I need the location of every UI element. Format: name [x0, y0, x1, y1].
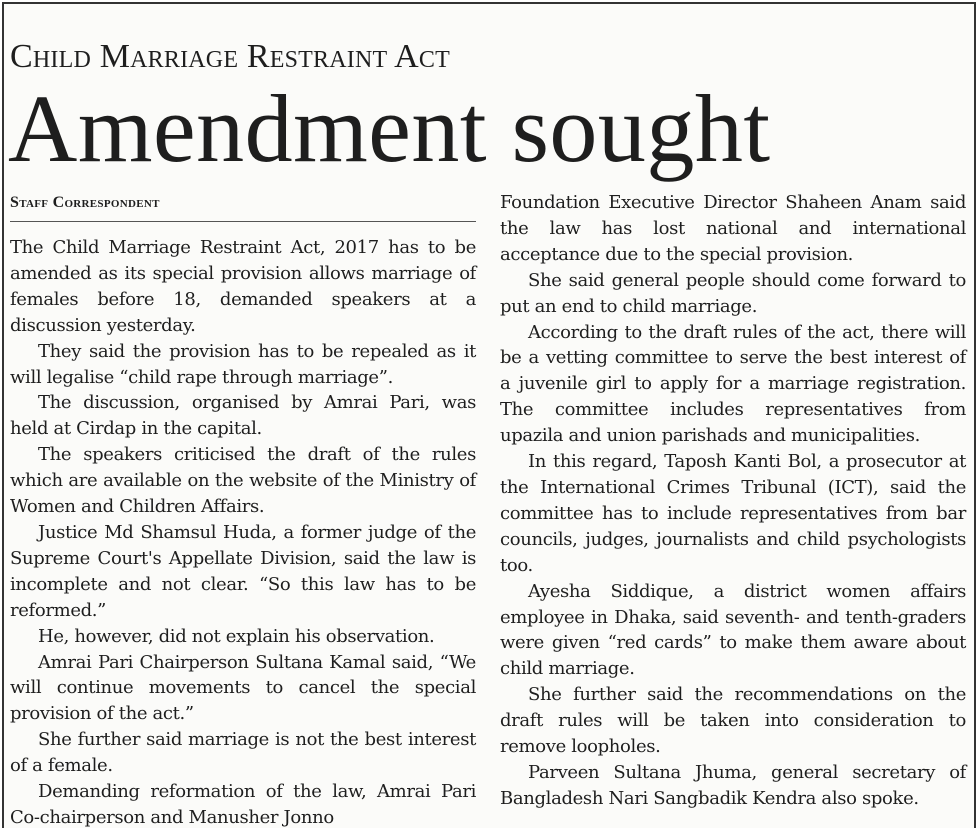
- newspaper-clipping: [2, 2, 976, 828]
- article-headline: Amendment sought: [8, 75, 771, 182]
- paragraph: The speakers criticised the draft of the rules which are available on the website of the Ministry of Women and Children Affairs.: [10, 444, 476, 518]
- paragraph: He, however, did not explain his observation.: [38, 625, 435, 647]
- paragraph: According to the draft rules of the act, there will be a vetting committee to serve the best interest of a juvenile girl to apply for a marriage registration. The committee includes representatives from upazila and union parishads and municipalities.: [500, 321, 966, 447]
- byline-rule: [10, 221, 476, 222]
- paragraph: The discussion, organised by Amrai Pari, was held at Cirdap in the capital.: [10, 392, 476, 440]
- article-byline: Staff Correspondent: [10, 194, 160, 211]
- paragraph: She said general people should come forward to put an end to child marriage.: [500, 269, 966, 317]
- article-column-left: [10, 235, 476, 831]
- paragraph: Demanding reformation of the law, Amrai Pari Co-chairperson and Manusher Jonno: [10, 781, 476, 828]
- paragraph: The Child Marriage Restraint Act, 2017 has to be amended as its special provision allows marriage of females before 18, demanded speakers at a discussion yesterday.: [10, 237, 476, 336]
- paragraph: Parveen Sultana Jhuma, general secretary of Bangladesh Nari Sangbadik Kendra also spoke.: [500, 761, 966, 809]
- paragraph: In this regard, Taposh Kanti Bol, a prosecutor at the International Crimes Tribunal (ICT), said the committee has to include representatives from bar councils, judges, journalists and child psychologists too.: [500, 451, 966, 576]
- paragraph: Ayesha Siddique, a district women affairs employee in Dhaka, said seventh- and tenth-graders were given “red cards” to make them aware about child marriage.: [500, 580, 966, 680]
- paragraph: She further said the recommendations on the draft rules will be taken into consideration to remove loopholes.: [500, 684, 966, 758]
- article-kicker: Child Marriage Restraint Act: [10, 38, 451, 75]
- paragraph: She further said marriage is not the best interest of a female.: [10, 729, 476, 777]
- paragraph: Amrai Pari Chairperson Sultana Kamal said, “We will continue movements to cancel the special provision of the act.”: [10, 651, 476, 725]
- paragraph: Justice Md Shamsul Huda, a former judge of the Supreme Court's Appellate Division, said the law is incomplete and not clear. “So this law has to be reformed.”: [10, 521, 476, 621]
- paragraph: Foundation Executive Director Shaheen Anam said the law has lost national and international acceptance due to the special provision.: [500, 192, 966, 265]
- article-column-right: [500, 190, 966, 812]
- paragraph: They said the provision has to be repealed as it will legalise “child rape through marriage”.: [10, 340, 476, 388]
